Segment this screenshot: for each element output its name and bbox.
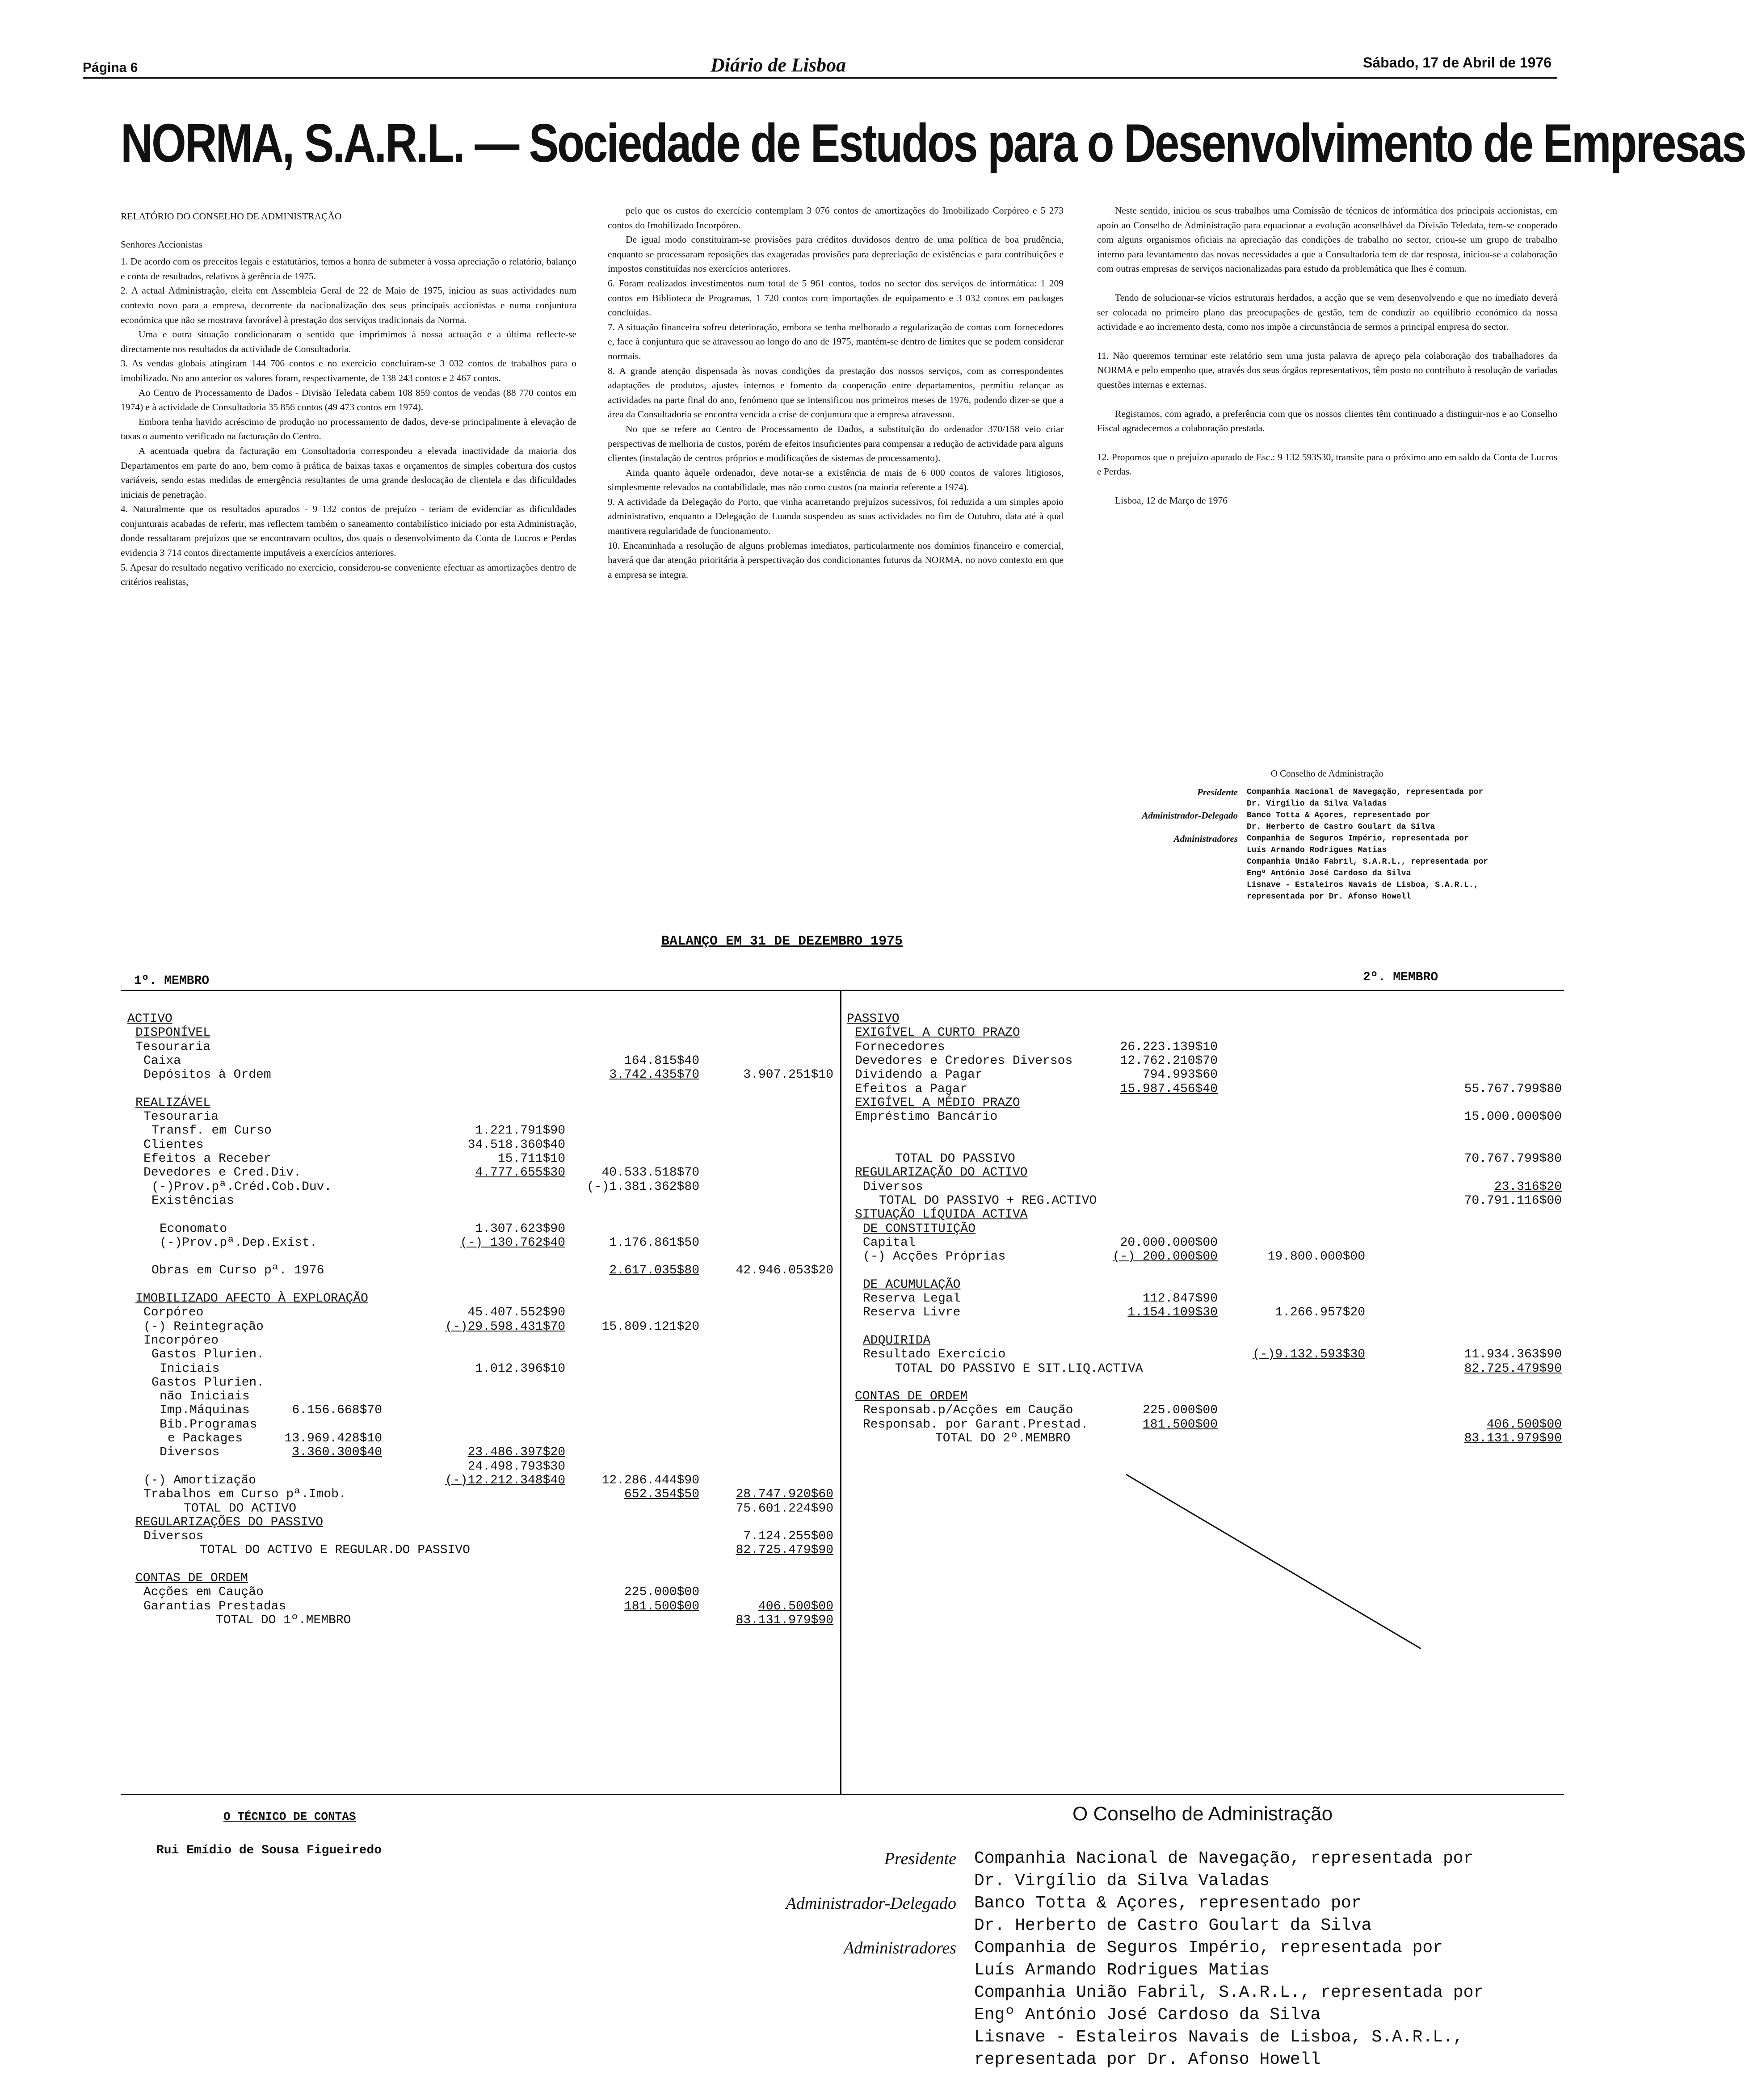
balance-row <box>127 1306 833 1319</box>
report-paragraph: 5. Apesar do resultado negativo verificado no exercício, considerou-se conveniente efectuar as amortizações dentro de critérios realistas, <box>121 562 576 588</box>
report-paragraph: Lisboa, 12 de Março de 1976 <box>1115 495 1228 506</box>
balance-row <box>127 1529 833 1543</box>
report-paragraph: Registamos, com agrado, a preferência com que os nossos clientes têm continuado a distinguir-nos e ao Conselho Fiscal agradecemos a colaboração prestada. <box>1097 408 1557 434</box>
balance-value: 70.791.116$00 <box>1464 1193 1562 1208</box>
balance-row <box>127 1222 833 1236</box>
balance-row <box>127 1068 833 1082</box>
balance-value: 23.486.397$20 <box>467 1445 565 1460</box>
balance-row <box>127 1012 833 1026</box>
balance-label: Iniciais <box>160 1361 220 1376</box>
balance-row <box>847 1194 1562 1208</box>
signatory-line: representada por Dr. Afonso Howell <box>974 2050 1321 2069</box>
balance-row <box>847 1166 1562 1180</box>
balance-value: 83.131.979$90 <box>736 1613 833 1627</box>
balance-label: REALIZÁVEL <box>135 1096 211 1110</box>
balance-value: 652.354$50 <box>624 1487 699 1502</box>
balance-row <box>847 1082 1562 1096</box>
balance-row <box>847 1054 1562 1068</box>
balance-row <box>127 1460 833 1474</box>
bottom-role-president: Presidente <box>884 1849 956 1868</box>
balance-row <box>127 1613 833 1627</box>
balance-value: 82.725.479$90 <box>1464 1361 1562 1376</box>
page-number: Página 6 <box>83 60 138 75</box>
balance-value: 164.815$40 <box>624 1054 699 1068</box>
balance-value: 225.000$00 <box>1142 1403 1218 1418</box>
balance-label: (-) Reintegração <box>143 1319 264 1334</box>
balance-value: 1.012.396$10 <box>475 1361 565 1376</box>
report-paragraph: 3. As vendas globais atingiram 144 706 contos e no exercício concluiram-se 3 032 contos de trabalhos para o imobilizado. No ano anterior os valores foram, respectivamente, de 138 243 contos e 2 467 contos. <box>121 358 576 383</box>
balance-row <box>127 1543 833 1557</box>
balance-row <box>127 1040 833 1054</box>
balance-row <box>847 1348 1562 1361</box>
balance-value: 26.223.139$10 <box>1120 1040 1218 1054</box>
balance-label: Devedores e Credores Diversos <box>855 1054 1073 1068</box>
balance-value: 82.725.479$90 <box>736 1543 833 1558</box>
balance-label: ACTIVO <box>127 1012 172 1026</box>
balance-value: 1.176.861$50 <box>609 1235 699 1250</box>
balance-value: 3.907.251$10 <box>743 1068 833 1082</box>
balance-label: Responsab. por Garant.Prestad. <box>863 1417 1089 1432</box>
balance-row <box>847 1264 1562 1277</box>
technician-label: O TÉCNICO DE CONTAS <box>223 1810 356 1823</box>
report-paragraph: Ainda quanto àquele ordenador, deve notar-se a existência de mais de 6 000 contos de valores litigiosos, simplesmente relevados na contabilidade, mas não como custos (na maioria referente a 1974). <box>608 467 1064 493</box>
balance-label: Dividendo a Pagar <box>855 1068 983 1082</box>
balance-row <box>127 1600 833 1613</box>
balance-label: Efeitos a Pagar <box>855 1082 968 1096</box>
bottom-role-administrators: Administradores <box>844 1939 956 1957</box>
balance-value: 181.500$00 <box>1142 1417 1218 1432</box>
signatory-line: Dr. Herberto de Castro Goulart da Silva <box>1247 823 1435 832</box>
balance-row <box>847 1320 1562 1334</box>
balance-row <box>127 1208 833 1222</box>
balance-label: SITUAÇÃO LÍQUIDA ACTIVA <box>855 1208 1028 1222</box>
balance-label: Economato <box>160 1222 227 1236</box>
bottom-role-delegate: Administrador-Delegado <box>786 1894 956 1913</box>
balance-value: 15.000.000$00 <box>1464 1110 1562 1124</box>
balance-value: 7.124.255$00 <box>743 1529 833 1544</box>
balance-row <box>127 1082 833 1096</box>
report-paragraph: A acentuada quebra da facturação em Consultadoria correspondeu a elevada inactividade da maioria dos Departamentos em parte do ano, bem como à prática de baixas taxas e orçamentos de simples cobertura dos custos variáveis, sendo estas medidas de emergência resultantes de uma grande deslocação de clientela e das dificuldades iniciais de penetração. <box>121 445 576 500</box>
balance-row <box>127 1110 833 1124</box>
report-paragraph: Tendo de solucionar-se vícios estruturais herdados, a acção que se vem desenvolvendo e que no imediato deverá ser colocada no primeiro plano das preocupações de gestão, tem de conduzir ao equilíbrio económico da nossa actividade e ao incremento desta, como nos impõe a circunstância de sermos a principal empresa do sector. <box>1097 292 1557 332</box>
balance-row <box>847 1222 1562 1236</box>
balance-label: Reserva Livre <box>863 1306 961 1320</box>
balance-row <box>127 1418 833 1432</box>
balance-label: TOTAL DO ACTIVO E REGULAR.DO PASSIVO <box>200 1543 470 1558</box>
report-paragraph: Embora tenha havido acréscimo de produção no processamento de dados, deve-se principalmente à elevação de taxas o aumento verificado na facturação do Centro. <box>121 416 576 442</box>
balance-value: 112.847$90 <box>1142 1292 1218 1306</box>
balance-row <box>127 1487 833 1501</box>
signatory-line: Dr. Virgílio da Silva Valadas <box>1247 799 1387 808</box>
balance-row <box>127 1292 833 1306</box>
balance-row <box>847 1110 1562 1124</box>
signatory-line: Companhia União Fabril, S.A.R.L., representada por <box>974 1983 1484 2002</box>
balance-value: (-)29.598.431$70 <box>445 1319 565 1334</box>
report-paragraph: 10. Encaminhada a resolução de alguns problemas imediatos, particularmente nos domínios financeiro e comercial, haverá que dar atenção prioritária à perspectivação dos condicionantes futuros da NORMA, no novo contexto em que a empresa se integra. <box>608 540 1064 580</box>
balance-label: Diversos <box>863 1180 923 1194</box>
balance-label: Tesouraria <box>135 1040 211 1054</box>
balance-value: 70.767.799$80 <box>1464 1152 1562 1166</box>
balance-value: 3.360.300$40 <box>292 1445 382 1460</box>
balance-value: 15.809.121$20 <box>601 1319 699 1334</box>
balance-label: Clientes <box>143 1138 204 1152</box>
report-paragraph: 1. De acordo com os preceitos legais e estatutários, temos a honra de submeter à vossa apreciação o relatório, balanço e conta de resultados, relativos à gerência de 1975. <box>121 256 576 281</box>
balance-label: CONTAS DE ORDEM <box>135 1571 248 1585</box>
balance-value: 34.518.360$40 <box>467 1138 565 1152</box>
balance-row <box>127 1585 833 1599</box>
balance-label: PASSIVO <box>847 1012 900 1026</box>
balance-row <box>847 1250 1562 1264</box>
balance-title: BALANÇO EM 31 DE DEZEMBRO 1975 <box>661 934 903 949</box>
balance-row <box>847 1124 1562 1138</box>
report-paragraph: No que se refere ao Centro de Processamento de Dados, a substituição do ordenador 370/158 veio criar perspectivas de melhoria de custos, porém de efeitos insuficientes para compensar a redução de actividade para alguns clientes (instalação de centros próprios e modificações de sistemas de processamento). <box>608 423 1064 464</box>
balance-row <box>847 1418 1562 1432</box>
balance-row <box>127 1054 833 1068</box>
balance-row <box>127 1194 833 1208</box>
balance-value: (-)12.212.348$40 <box>445 1473 565 1487</box>
report-paragraph: 4. Naturalmente que os resultados apurados - 9 132 contos de prejuízo - teriam de evidenciar as dificuldades conjunturais acabadas de referir, mas reflectem também o saneamento contabilístico iniciado por esta Administração, donde ressaltaram prejuízos que se encontravam ocultos, dos quais o desenvolvimento da Conta de Lucros e Perdas evidencia 3 714 contos directamente imputáveis a exercícios anteriores. <box>121 504 576 559</box>
balance-row <box>847 1432 1562 1445</box>
balance-value: 1.266.957$20 <box>1275 1306 1365 1320</box>
balance-label: REGULARIZAÇÃO DO ACTIVO <box>855 1166 1028 1180</box>
balance-label: Efeitos a Receber <box>143 1152 271 1166</box>
page-title: NORMA, S.A.R.L. — Sociedade de Estudos para o Desenvolvimento de Empresas <box>121 113 1745 173</box>
balance-row <box>127 1558 833 1571</box>
balance-value: 1.221.791$90 <box>475 1124 565 1138</box>
signatory-line: Luís Armando Rodrigues Matias <box>974 1961 1270 1980</box>
balance-row <box>127 1278 833 1292</box>
balance-value: 6.156.668$70 <box>292 1403 382 1418</box>
bottom-signatures <box>670 1848 1484 2071</box>
bottom-signatory-administrators <box>974 1937 1484 2071</box>
balance-value: 3.742.435$70 <box>609 1068 699 1082</box>
report-paragraph: Uma e outra situação condicionaram o sentido que imprimimos à nossa actuação e a última reflecte-se directamente nos resultados da actividade de Consultadoria. <box>121 329 576 354</box>
balance-row <box>127 1571 833 1585</box>
balance-label: TOTAL DO PASSIVO E SIT.LIQ.ACTIVA <box>895 1361 1143 1376</box>
balance-row <box>127 1390 833 1403</box>
balance-value: 12.286.444$90 <box>601 1473 699 1487</box>
balance-value: 40.533.518$70 <box>601 1166 699 1180</box>
balance-row <box>127 1474 833 1487</box>
balance-row <box>847 1040 1562 1054</box>
balance-value: 55.767.799$80 <box>1464 1082 1562 1096</box>
balance-label: Trabalhos em Curso pª.Imob. <box>143 1487 346 1502</box>
balance-value: (-) 130.762$40 <box>460 1235 565 1250</box>
balance-value: 20.000.000$00 <box>1120 1235 1218 1250</box>
balance-label: EXIGÍVEL A CURTO PRAZO <box>855 1026 1020 1040</box>
bottom-signatory-delegate <box>974 1892 1371 1937</box>
balance-label: Existências <box>151 1193 234 1208</box>
balance-label: (-) Amortização <box>143 1473 256 1487</box>
balance-row <box>127 1236 833 1250</box>
balance-row <box>847 1362 1562 1376</box>
balance-label: Empréstimo Bancário <box>855 1110 998 1124</box>
balance-value: 24.498.793$30 <box>467 1459 565 1474</box>
signatory-line: Luís Armando Rodrigues Matias <box>1247 846 1387 855</box>
balance-value: 83.131.979$90 <box>1464 1432 1562 1445</box>
balance-row <box>847 1208 1562 1222</box>
balance-label: Tesouraria <box>143 1110 219 1124</box>
balance-value: 13.969.428$10 <box>284 1432 382 1445</box>
balance-row <box>847 1068 1562 1082</box>
report-paragraph: 12. Propomos que o prejuízo apurado de Esc.: 9 132 593$30, transite para o próximo ano em saldo da Conta de Lucros e Perdas. <box>1097 451 1557 477</box>
balance-label: Depósitos à Ordem <box>143 1068 271 1082</box>
balance-label: Devedores e Cred.Div. <box>143 1166 301 1180</box>
balance-label: Resultado Exercício <box>863 1348 1006 1362</box>
balance-value: (-)1.381.362$80 <box>586 1180 699 1194</box>
balance-row <box>127 1516 833 1529</box>
balance-label: Gastos Plurien. <box>151 1348 265 1362</box>
balance-row <box>847 1376 1562 1390</box>
bottom-signatory-president <box>974 1848 1473 1892</box>
balance-row <box>127 1180 833 1194</box>
report-paragraph: Ao Centro de Processamento de Dados - Divisão Teledata cabem 108 859 contos de vendas (88 770 contos em 1974) e à actividade de Consultadoria 35 856 contos (49 473 contos em 1974). <box>121 387 576 413</box>
balance-label: (-) Acções Próprias <box>863 1250 1006 1264</box>
balance-label: Diversos <box>143 1529 204 1544</box>
balance-label: Corpóreo <box>143 1306 204 1320</box>
balance-value: 4.777.655$30 <box>475 1166 565 1180</box>
balance-row <box>847 1306 1562 1319</box>
balance-label: Transf. em Curso <box>151 1124 272 1138</box>
balance-row <box>127 1403 833 1417</box>
balance-row <box>127 1264 833 1277</box>
balance-label: Diversos <box>160 1445 220 1460</box>
balance-row <box>847 1278 1562 1292</box>
report-paragraph: 2. A actual Administração, eleita em Assembleia Geral de 22 de Maio de 1975, iniciou as suas actividades num contexto novo para a empresa, decorrente da nacionalização dos seus principais accionistas e numa conjuntura económica que não se mostrava favorável à prestação dos serviços tradicionais da Norma. <box>121 285 576 325</box>
balance-label: Caixa <box>143 1054 181 1068</box>
signatory-line: Companhia Nacional de Navegação, representada por <box>974 1849 1474 1868</box>
balance-value: 15.711$10 <box>497 1152 565 1166</box>
issue-date: Sábado, 17 de Abril de 1976 <box>1363 55 1552 71</box>
role-president: Presidente <box>1197 787 1238 798</box>
report-paragraph: De igual modo constituiram-se provisões para créditos duvidosos dentro de uma política de boa prudência, enquanto se processaram reposições das exageradas provisões para depreciação de existências e para contribuições e impostos constituídas nos exercícios anteriores. <box>608 234 1064 274</box>
balance-label: TOTAL DO ACTIVO <box>184 1501 297 1516</box>
balance-value: 23.316$20 <box>1494 1180 1562 1194</box>
balance-label: não Iniciais <box>160 1390 250 1404</box>
balance-value: 75.601.224$90 <box>736 1501 833 1516</box>
balance-label: (-)Prov.pª.Créd.Cob.Duv. <box>151 1180 332 1194</box>
balance-row <box>127 1502 833 1516</box>
balance-row <box>847 1390 1562 1403</box>
balance-value: 1.307.623$90 <box>475 1222 565 1236</box>
balance-label: IMOBILIZADO AFECTO À EXPLORAÇÃO <box>135 1292 368 1306</box>
signatory-line: Dr. Virgílio da Silva Valadas <box>974 1871 1270 1890</box>
report-paragraph: 11. Não queremos terminar este relatório sem uma justa palavra de apreço pela colaboração dos trabalhadores da NORMA e pelo empenho que, através dos seus órgãos representativos, têm posto no contributo à resolução de variadas questões internas e externas. <box>1097 350 1557 390</box>
balance-row <box>127 1250 833 1264</box>
balance-label: Incorpóreo <box>143 1333 219 1348</box>
balance-value: 15.987.456$40 <box>1120 1082 1218 1096</box>
balance-value: 45.407.552$90 <box>467 1306 565 1320</box>
report-paragraph: 7. A situação financeira sofreu deterioração, embora se tenha melhorado a regularização de contas com fornecedores e, face à conjuntura que se atravessou ao longo do ano de 1975, mantém-se dentro de limites que se podem considerar normais. <box>608 321 1064 361</box>
balance-label: Reserva Legal <box>863 1292 961 1306</box>
balance-value: 11.934.363$90 <box>1464 1348 1562 1362</box>
balance-row <box>127 1320 833 1334</box>
balance-label: Imp.Máquinas <box>160 1403 250 1418</box>
technician-name: Rui Emídio de Sousa Figueiredo <box>156 1844 382 1857</box>
balance-value: 12.762.210$70 <box>1120 1054 1218 1068</box>
balance-value: 2.617.035$80 <box>609 1264 699 1278</box>
signatory-line: Engº António José Cardoso da Silva <box>974 2005 1321 2024</box>
balance-row <box>127 1124 833 1138</box>
balance-row <box>847 1096 1562 1110</box>
balance-row <box>847 1180 1562 1194</box>
balance-label: DE ACUMULAÇÃO <box>863 1277 961 1292</box>
balance-label: CONTAS DE ORDEM <box>855 1390 968 1404</box>
role-administrators: Administradores <box>1173 833 1238 844</box>
balance-value: (-)9.132.593$30 <box>1252 1348 1365 1362</box>
balance-row <box>127 1445 833 1459</box>
report-heading: RELATÓRIO DO CONSELHO DE ADMINISTRAÇÃO <box>121 211 342 222</box>
balance-label: Obras em Curso pª. 1976 <box>151 1264 324 1278</box>
balance-value: (-) 200.000$00 <box>1112 1250 1218 1264</box>
balance-value: 406.500$00 <box>1486 1417 1562 1432</box>
balance-value: 19.800.000$00 <box>1267 1250 1365 1264</box>
member-2-label: 2º. MEMBRO <box>1363 970 1438 984</box>
balance-row <box>127 1334 833 1348</box>
report-paragraph: pelo que os custos do exercício contemplam 3 076 contos de amortizações do Imobilizado Corpóreo e 5 273 contos do Imobilizado Incorpóreo. <box>608 205 1064 231</box>
balance-label: ADQUIRIDA <box>863 1333 931 1348</box>
balance-value: 406.500$00 <box>758 1599 833 1613</box>
signatory-line: Lisnave - Estaleiros Navais de Lisboa, S.A.R.L., <box>1247 881 1479 890</box>
newspaper-name: Diário de Lisboa <box>711 54 846 76</box>
bottom-council-title: O Conselho de Administração <box>1072 1803 1333 1825</box>
balance-row <box>847 1403 1562 1417</box>
balance-label: Responsab.p/Acções em Caução <box>863 1403 1073 1418</box>
balance-label: Garantias Prestadas <box>143 1599 286 1613</box>
signatory-line: Banco Totta & Açores, representado por <box>974 1894 1362 1913</box>
balance-label: Bib.Programas <box>160 1417 257 1432</box>
balance-value: 225.000$00 <box>624 1585 699 1600</box>
signatory-line: Dr. Herberto de Castro Goulart da Silva <box>974 1916 1372 1935</box>
balance-label: DE CONSTITUIÇÃO <box>863 1222 976 1236</box>
signatory-line: Banco Totta & Açores, representado por <box>1247 811 1430 820</box>
balance-row <box>847 1012 1562 1026</box>
balance-row <box>127 1432 833 1445</box>
report-salutation: Senhores Accionistas <box>121 239 203 250</box>
balance-label: TOTAL DO PASSIVO + REG.ACTIVO <box>879 1193 1097 1208</box>
balance-row <box>847 1334 1562 1348</box>
signatory-line: Engº António José Cardoso da Silva <box>1247 869 1411 878</box>
balance-value: 794.993$60 <box>1142 1068 1218 1082</box>
balance-row <box>127 1096 833 1110</box>
report-paragraph: 6. Foram realizados investimentos num total de 5 961 contos, todos no sector dos serviços de informática: 1 209 contos em Biblioteca de Programas, 1 720 contos com importações de equipamento e 3 032 contos em packages concluídas. <box>608 277 1064 318</box>
signatory-line: Companhia de Seguros Império, representada por <box>1247 834 1469 843</box>
balance-row <box>127 1166 833 1180</box>
report-paragraph: 8. A grande atenção dispensada às novas condições da prestação dos nossos serviços, com as correspondentes adaptações de produtos, ajustes internos e fomento da cooperação entre departamentos, permitiu relançar as actividades na parte final do ano, fenómeno que se intensificou nos primeiros meses de 1976, podendo dizer-se que a área da Consultadoria se encontra vencida a crise de conjuntura que a empresa atravessou. <box>608 365 1064 420</box>
balance-value: 28.747.920$60 <box>736 1487 833 1502</box>
balance-row <box>127 1348 833 1361</box>
balance-row <box>127 1026 833 1040</box>
balance-label: TOTAL DO 1º.MEMBRO <box>216 1613 351 1627</box>
role-delegate: Administrador-Delegado <box>1142 810 1238 821</box>
balance-row <box>127 1152 833 1166</box>
balance-label: Gastos Plurien. <box>151 1375 265 1390</box>
balance-label: (-)Prov.pª.Dep.Exist. <box>160 1235 317 1250</box>
signatory-line: Companhia de Seguros Império, representada por <box>974 1938 1443 1957</box>
balance-row <box>847 1292 1562 1306</box>
balance-label: Fornecedores <box>855 1040 945 1054</box>
balance-label: REGULARIZAÇÕES DO PASSIVO <box>135 1515 324 1529</box>
balance-row <box>127 1138 833 1152</box>
signatory-line: Companhia União Fabril, S.A.R.L., representada por <box>1247 857 1489 866</box>
balance-value: 42.946.053$20 <box>736 1264 833 1278</box>
signatory-line: Companhia Nacional de Navegação, representada por <box>1247 788 1484 797</box>
balance-label: DISPONÍVEL <box>135 1026 211 1040</box>
balance-row <box>127 1376 833 1390</box>
balance-row <box>847 1152 1562 1166</box>
signatory-line: Lisnave - Estaleiros Navais de Lisboa, S.A.R.L., <box>974 2028 1463 2047</box>
report-paragraph: Neste sentido, iniciou os seus trabalhos uma Comissão de técnicos de informática dos principais accionistas, em apoio ao Conselho de Administração para equacionar a evolução aconselhável da Divisão Teledata, tem-se cooperado com alguns organismos oficiais na apreciação das condições de trabalho no sector, criou-se um grupo de trabalho interno para levantamento das novas necessidades a que a Consultadoria tem de dar resposta, iniciou-se a colaboração com outras empresas de serviços nacionalizadas para estudo da problemática que lhes é comum. <box>1097 205 1557 274</box>
member-1-label: 1º. MEMBRO <box>134 974 210 988</box>
balance-row <box>847 1026 1562 1040</box>
balance-value: 1.154.109$30 <box>1127 1306 1218 1320</box>
balance-row <box>847 1236 1562 1250</box>
signature-title: O Conselho de Administração <box>1270 768 1384 779</box>
report-paragraph: 9. A actividade da Delegação do Porto, que vinha acarretando prejuízos sucessivos, foi reduzida a um simples apoio administrativo, enquanto a Delegação de Luanda suspendeu as suas actividades no fim de Outubro, data até à qual mantivera regularidade de funcionamento. <box>608 496 1064 537</box>
balance-label: Acções em Caução <box>143 1585 264 1600</box>
balance-row <box>847 1138 1562 1152</box>
balance-value: 181.500$00 <box>624 1599 699 1613</box>
signatory-line: representada por Dr. Afonso Howell <box>1247 892 1411 901</box>
balance-label: Capital <box>863 1235 916 1250</box>
balance-label: EXIGÍVEL A MÉDIO PRAZO <box>855 1096 1020 1110</box>
balance-label: TOTAL DO PASSIVO <box>895 1152 1015 1166</box>
balance-label: e Packages <box>168 1432 243 1445</box>
balance-label: TOTAL DO 2º.MEMBRO <box>935 1432 1071 1445</box>
balance-row <box>127 1362 833 1376</box>
